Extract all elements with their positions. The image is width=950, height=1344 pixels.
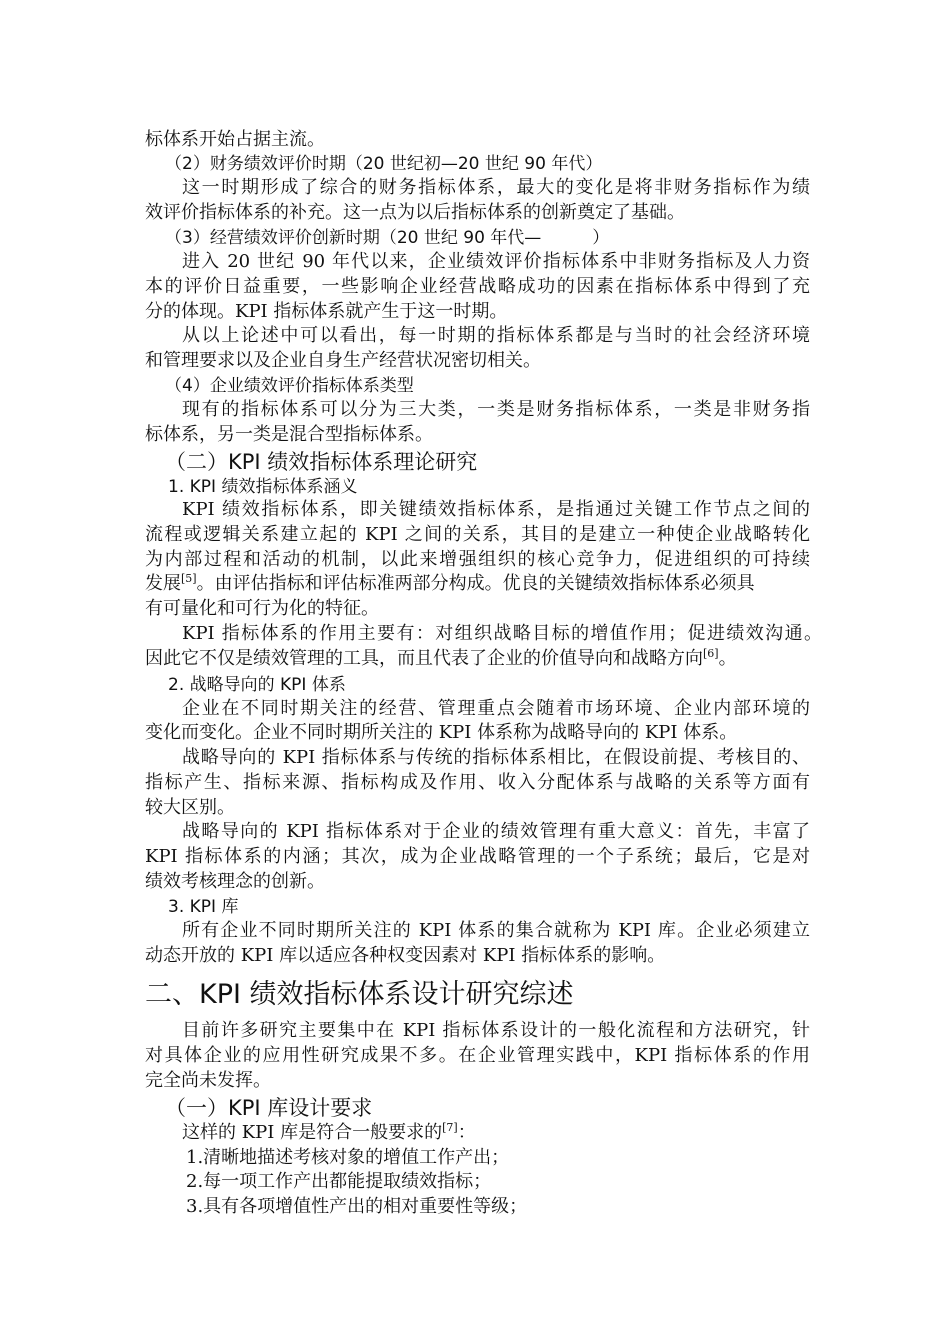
paragraph-line: 为内部过程和活动的机制，以此来增强组织的核心竞争力，促进组织的可持续 [145, 549, 810, 570]
subsection-heading: （2）财务绩效评价时期（20 世纪初—20 世纪 90 年代） [165, 154, 603, 174]
paragraph-line: KPI 指标体系的作用主要有：对组织战略目标的增值作用；促进绩效沟通。 [182, 623, 822, 644]
paragraph-line [145, 572, 810, 596]
paragraph-line: 战略导向的 KPI 指标体系对于企业的绩效管理有重大意义：首先，丰富了 [182, 821, 810, 842]
chapter-heading: 二、KPI 绩效指标体系设计研究综述 [145, 979, 574, 1010]
paragraph-line: 企业在不同时期关注的经营、管理重点会随着市场环境、企业内部环境的 [182, 698, 810, 719]
paragraph-text: 发展 [145, 573, 181, 594]
paragraph-line: 指标产生、指标来源、指标构成及作用、收入分配体系与战略的关系等方面有 [145, 772, 810, 793]
paragraph-line: 所有企业不同时期所关注的 KPI 体系的集合就称为 KPI 库。企业必须建立 [182, 920, 810, 941]
paragraph-text: 这样的 KPI 库是符合一般要求的 [182, 1122, 443, 1143]
paragraph-line: KPI 绩效指标体系，即关键绩效指标体系，是指通过关键工作节点之间的 [182, 499, 810, 520]
citation-link[interactable]: [7] [442, 1121, 458, 1134]
paragraph-line: 战略导向的 KPI 指标体系与传统的指标体系相比，在假设前提、考核目的、 [182, 747, 810, 768]
paragraph-line: 效评价指标体系的补充。这一点为以后指标体系的创新奠定了基础。 [145, 202, 685, 223]
paragraph-line: 较大区别。 [145, 797, 235, 818]
paragraph-line: 从以上论述中可以看出，每一时期的指标体系都是与当时的社会经济环境 [182, 325, 810, 346]
paragraph-line: 目前许多研究主要集中在 KPI 指标体系设计的一般化流程和方法研究，针 [182, 1020, 810, 1041]
citation-link[interactable]: [5] [181, 572, 197, 585]
subsection-heading: 2. 战略导向的 KPI 体系 [168, 675, 346, 695]
paragraph-line: KPI 指标体系的内涵；其次，成为企业战略管理的一个子系统；最后，它是对 [145, 846, 810, 867]
list-item: 2.每一项工作产出都能提取绩效指标； [186, 1171, 492, 1192]
list-item: 3.具有各项增值性产出的相对重要性等级； [186, 1196, 528, 1217]
citation-link[interactable]: [6] [703, 647, 719, 660]
paragraph-line [182, 1121, 847, 1145]
paragraph-line: 变化而变化。企业不同时期所关注的 KPI 体系称为战略导向的 KPI 体系。 [145, 722, 738, 743]
paragraph-line: 和管理要求以及企业自身生产经营状况密切相关。 [145, 350, 541, 371]
paragraph-text: ： [457, 1122, 476, 1143]
subsection-heading: （3）经营绩效评价创新时期（20 世纪 90 年代— ） [165, 228, 610, 248]
paragraph-line: 绩效考核理念的创新。 [145, 871, 325, 892]
paragraph-line: 流程或逻辑关系建立起的 KPI 之间的关系，其目的是建立一种使企业战略转化 [145, 524, 810, 545]
paragraph-line: 标体系，另一类是混合型指标体系。 [145, 424, 433, 445]
paragraph-line: 对具体企业的应用性研究成果不多。在企业管理实践中，KPI 指标体系的作用 [145, 1045, 810, 1066]
subsection-heading: （4）企业绩效评价指标体系类型 [165, 376, 414, 396]
paragraph-line: 有可量化和可行为化的特征。 [145, 598, 379, 619]
paragraph-line: 完全尚未发挥。 [145, 1070, 271, 1091]
list-item: 1.清晰地描述考核对象的增值工作产出； [186, 1147, 510, 1168]
section-heading: （一）KPI 库设计要求 [165, 1096, 373, 1120]
paragraph-line: 现有的指标体系可以分为三大类，一类是财务指标体系，一类是非财务指 [182, 399, 810, 420]
subsection-heading: 1. KPI 绩效指标体系涵义 [168, 477, 358, 497]
paragraph-line: 分的体现。KPI 指标体系就产生于这一时期。 [145, 301, 508, 322]
paragraph-text: 。 [718, 648, 737, 669]
paragraph-line: 动态开放的 KPI 库以适应各种权变因素对 KPI 指标体系的影响。 [145, 945, 666, 966]
paragraph-line: 进入 20 世纪 90 年代以来，企业绩效评价指标体系中非财务指标及人力资 [182, 251, 810, 272]
subsection-heading: 3. KPI 库 [168, 897, 239, 917]
paragraph-line: 这一时期形成了综合的财务指标体系，最大的变化是将非财务指标作为绩 [182, 177, 810, 198]
paragraph-text: 因此它不仅是绩效管理的工具，而且代表了企业的价值导向和战略方向 [145, 648, 703, 669]
paragraph-line: 标体系开始占据主流。 [145, 129, 325, 150]
section-heading: （二）KPI 绩效指标体系理论研究 [165, 450, 478, 474]
paragraph-line: 本的评价日益重要，一些影响企业经营战略成功的因素在指标体系中得到了充 [145, 276, 810, 297]
paragraph-line [145, 647, 810, 671]
paragraph-text: 。由评估指标和评估标准两部分构成。优良的关键绩效指标体系必须具 [196, 573, 755, 594]
